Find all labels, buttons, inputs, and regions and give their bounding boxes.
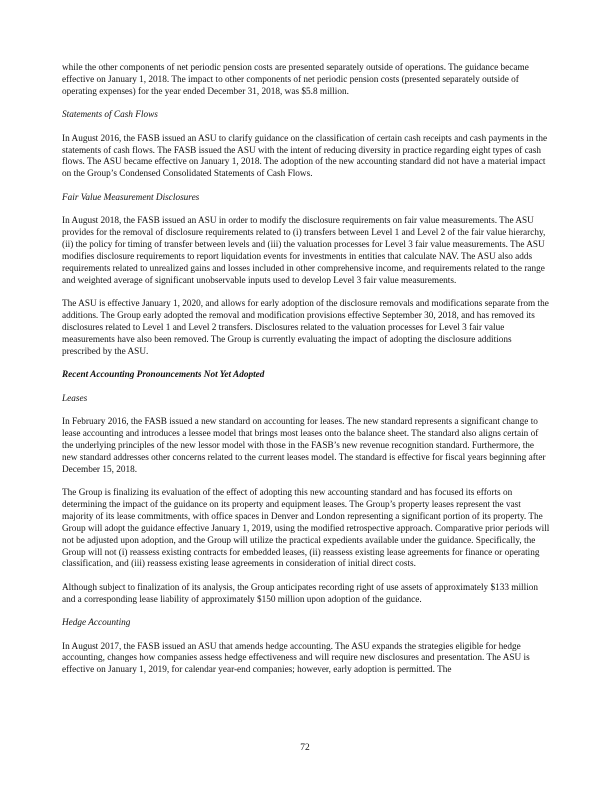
paragraph-fair-value-effective: The ASU is effective January 1, 2020, and allows for early adoption of the disclosure removals and modifications separate from the additions. The Group early adopted the removal and modification provisions effective September 30, 2018, and has removed its disclosures related to Level 1 and Level 2 transfers. Disclosures related to the valuation processes for Level 3 fair value measurements have also been removed. The Group is currently evaluating the impact of adopting the disclosure additions prescribed by the ASU. <box>62 299 549 357</box>
paragraph-leases-evaluation: The Group is finalizing its evaluation of the effect of adopting this new accounting standard and has focused its efforts on determining the impact of the guidance on its property and equipment leases. The Group’s property leases represent the vast majority of its lease commitments, with office spaces in Denver and London representing a significant portion of its property. The Group will adopt the guidance effective January 1, 2019, using the modified retrospective approach. Comparative prior periods will not be adjusted upon adoption, and the Group will utilize the practical expedients available under the guidance. Specifically, the Group will not (i) reassess existing contracts for embedded leases, (ii) reassess existing lease agreements for finance or operating classification, and (iii) reassess existing lease agreements in consideration of initial direct costs. <box>62 487 550 570</box>
paragraph-hedge-accounting: In August 2017, the FASB issued an ASU that amends hedge accounting. The ASU expands the strategies eligible for hedge accounting, changes how companies assess hedge effectiveness and will require new disclosures and presentation. The ASU is effective on January 1, 2019, for calendar year-end companies; however, early adoption is permitted. The <box>62 641 530 676</box>
heading-statements-of-cash-flows: Statements of Cash Flows <box>62 110 158 121</box>
document-body <box>62 63 550 689</box>
paragraph-leases-anticipated: Although subject to finalization of its analysis, the Group anticipates recording right of use assets of approximately $133 million and a corresponding lease liability of approximately $150 million upon adoption of the guidance. <box>62 582 539 605</box>
heading-fair-value-measurement: Fair Value Measurement Disclosures <box>62 192 200 203</box>
heading-hedge-accounting: Hedge Accounting <box>62 618 131 629</box>
paragraph-fair-value-asu: In August 2018, the FASB issued an ASU in order to modify the disclosure requirements on fair value measurements. The ASU provides for the removal of disclosure requirements related to (i) transfers between Level 1 and Level 2 of the fair value hierarchy, (ii) the policy for timing of transfer between levels and (iii) the valuation processes for Level 3 fair value measurements. The ASU modifies disclosure requirements to report liquidation events for investments in entities that calculate NAV. The ASU also adds requirements related to unrealized gains and losses included in other comprehensive income, and requirements related to the range and weighted average of significant unobservable inputs used to develop Level 3 fair value measurements. <box>62 216 546 286</box>
paragraph-pension-costs: while the other components of net periodic pension costs are presented separately outside of operations. The guidance became effective on January 1, 2018. The impact to other components of net periodic pension costs (presented separately outside of operating expenses) for the year ended December 31, 2018, was $5.8 million. <box>62 63 529 97</box>
section-heading-not-yet-adopted: Recent Accounting Pronouncements Not Yet Adopted <box>62 370 265 381</box>
page-number: 72 <box>300 743 310 753</box>
paragraph-leases-standard: In February 2016, the FASB issued a new standard on accounting for leases. The new standard represents a significant change to lease accounting and introduces a lessee model that brings most leases onto the balance sheet. The standard also aligns certain of the underlying principles of the new lessor model with those in the FASB’s new revenue recognition standard. Furthermore, the new standard addresses other concerns related to the current leases model. The standard is effective for fiscal years beginning after December 15, 2018. <box>62 416 546 475</box>
heading-leases: Leases <box>62 393 88 404</box>
paragraph-cash-flows: In August 2016, the FASB issued an ASU to clarify guidance on the classification of certain cash receipts and cash payments in the statements of cash flows. The FASB issued the ASU with the intent of reducing diversity in practice regarding eight types of cash flows. The ASU became effective on January 1, 2018. The adoption of the new accounting standard did not have a material impact on the Group’s Condensed Consolidated Statements of Cash Flows. <box>62 133 548 180</box>
